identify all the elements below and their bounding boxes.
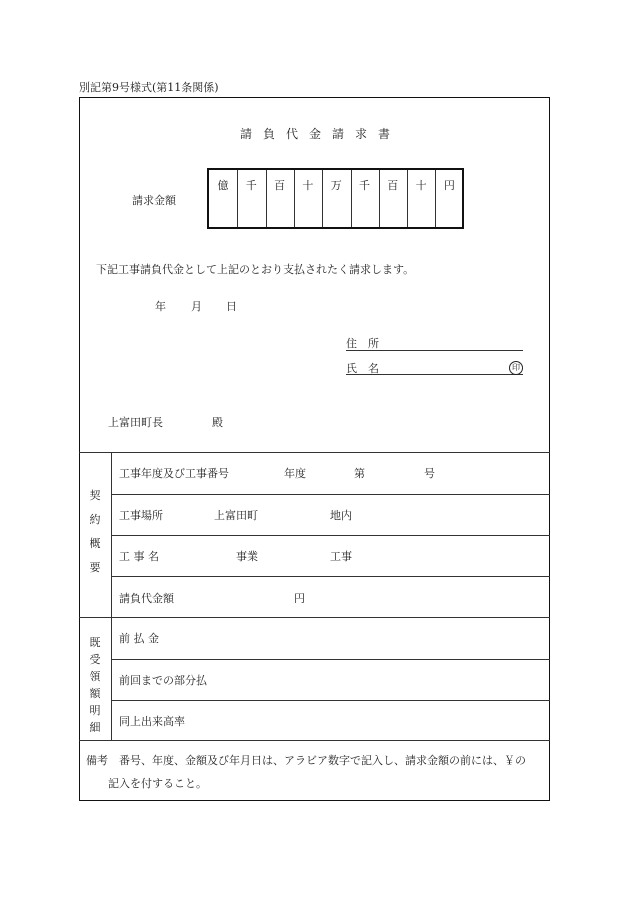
work-year-unit: 年度 xyxy=(284,467,306,480)
section-label-divider xyxy=(111,452,112,740)
amount-unit-label: 億 xyxy=(217,179,229,192)
form-title: 請負代金請求書 xyxy=(239,127,401,141)
row-divider xyxy=(111,535,550,536)
advance-payment-label: 前 払 金 xyxy=(119,632,159,645)
amount-label: 請求金額 xyxy=(132,194,176,207)
work-location-label: 工事場所 xyxy=(119,509,163,522)
work-name-suffix: 工事 xyxy=(330,550,352,563)
date-year-label: 年 xyxy=(155,300,166,313)
received-char: 受 xyxy=(89,653,101,666)
amount-unit-label: 円 xyxy=(443,179,455,192)
remarks-line-1: 番号、年度、金額及び年月日は、アラビア数字で記入し、請求金額の前には、￥の xyxy=(119,754,526,767)
work-name-project: 事業 xyxy=(236,550,258,563)
amount-unit-label: 十 xyxy=(415,179,427,192)
amount-unit-label: 千 xyxy=(359,179,370,192)
row-divider xyxy=(111,700,550,701)
section-divider xyxy=(79,617,550,618)
received-char: 既 xyxy=(89,636,101,649)
amount-unit-label: 百 xyxy=(387,179,399,192)
work-number-suffix: 号 xyxy=(424,467,435,480)
seal-mark: 印 xyxy=(509,361,523,375)
amount-unit-label: 百 xyxy=(274,179,286,192)
table-top-border xyxy=(79,452,550,453)
received-char: 領 xyxy=(89,670,101,683)
date-day-label: 日 xyxy=(226,300,237,313)
previous-partial-payment-label: 前回までの部分払 xyxy=(119,674,207,687)
row-divider xyxy=(111,494,550,495)
work-number-prefix: 第 xyxy=(354,467,365,480)
received-char: 額 xyxy=(89,687,101,700)
amount-unit-label: 万 xyxy=(330,179,342,192)
remarks-divider xyxy=(79,740,550,741)
work-year-number-label: 工事年度及び工事番号 xyxy=(119,467,229,480)
contract-char: 概 xyxy=(89,537,101,550)
work-location-suffix: 地内 xyxy=(330,509,352,522)
contract-amount-unit: 円 xyxy=(294,592,305,605)
name-label: 氏 名 xyxy=(346,362,379,375)
work-name-label: 工 事 名 xyxy=(119,550,159,563)
row-divider xyxy=(111,659,550,660)
completion-rate-label: 同上出来高率 xyxy=(119,715,185,728)
form-reference: 別記第9号様式(第11条関係) xyxy=(79,81,219,94)
addressee-honorific: 殿 xyxy=(212,416,223,429)
contract-char: 要 xyxy=(89,561,101,574)
row-divider xyxy=(111,576,550,577)
remarks-label: 備考 xyxy=(86,754,108,767)
received-section-label xyxy=(86,636,104,734)
work-location-town: 上富田町 xyxy=(214,509,258,522)
received-char: 細 xyxy=(89,721,101,734)
contract-amount-label: 請負代金額 xyxy=(119,592,174,605)
request-statement: 下記工事請負代金として上記のとおり支払されたく請求します。 xyxy=(96,263,415,276)
contract-char: 約 xyxy=(89,513,101,526)
address-underline xyxy=(346,350,523,351)
received-char: 明 xyxy=(89,704,101,717)
amount-grid xyxy=(207,168,464,229)
contract-section-label xyxy=(86,489,104,574)
date-month-label: 月 xyxy=(191,300,202,313)
address-label: 住 所 xyxy=(346,337,379,350)
remarks-line-2: 記入を付すること。 xyxy=(108,777,207,790)
addressee-name: 上富田町長 xyxy=(108,416,163,429)
name-underline xyxy=(346,374,523,375)
contract-char: 契 xyxy=(89,489,101,502)
amount-unit-label: 千 xyxy=(245,179,257,192)
amount-unit-label: 十 xyxy=(302,179,314,192)
